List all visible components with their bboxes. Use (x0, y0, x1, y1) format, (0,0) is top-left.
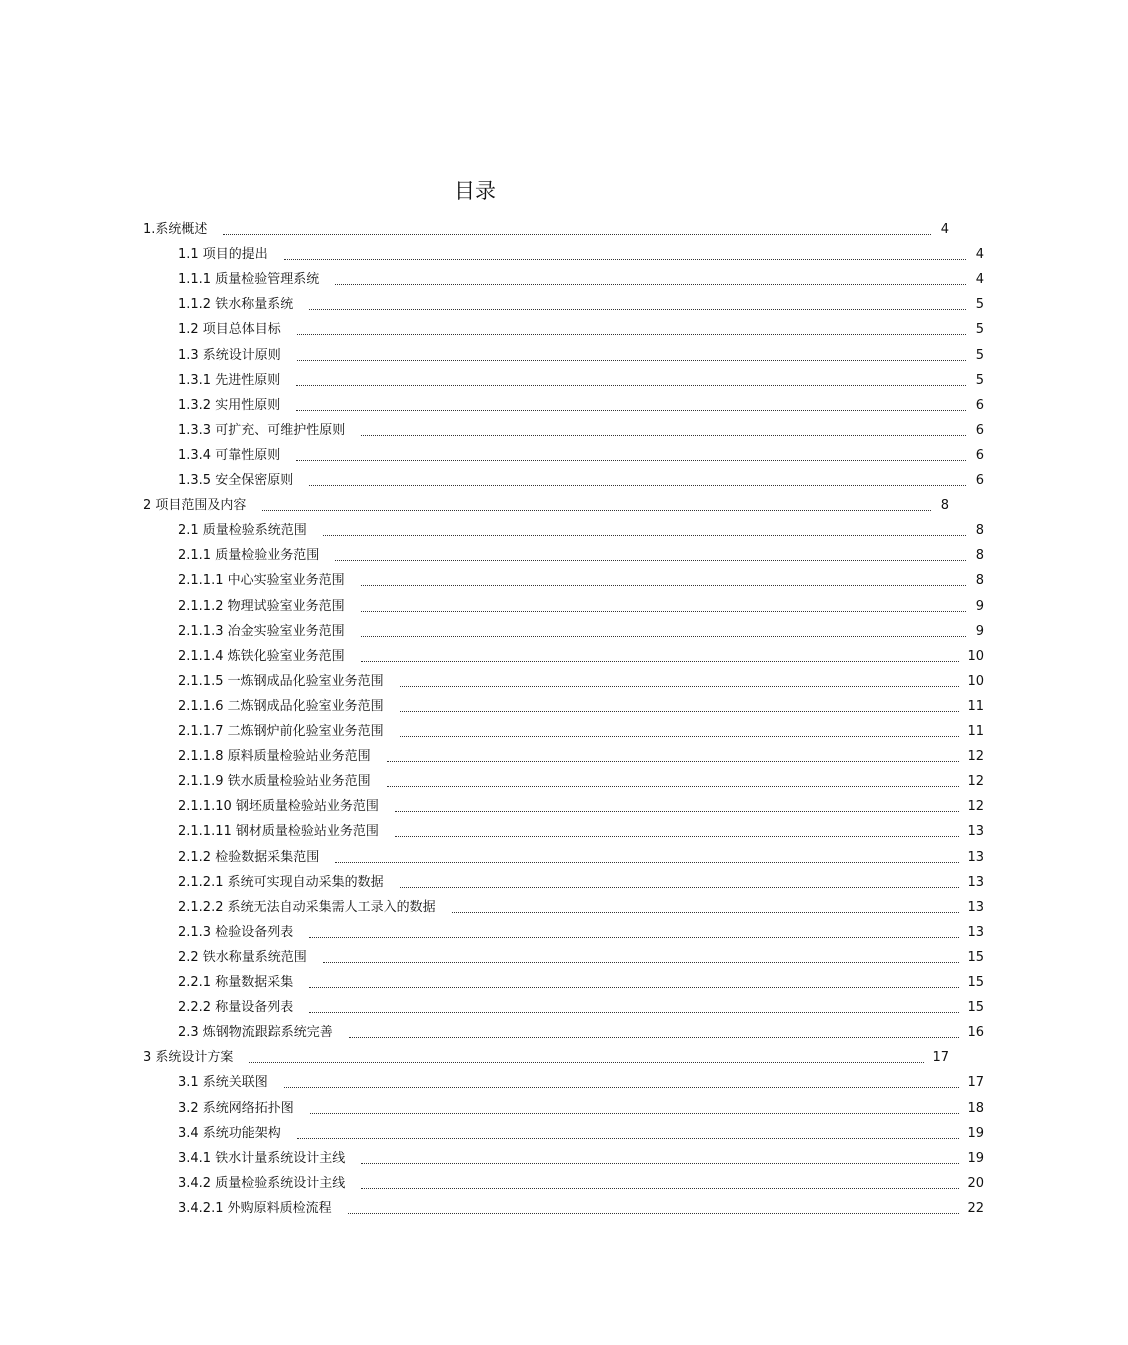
toc-entry-page-number: 4 (975, 272, 984, 288)
toc-entry[interactable] (0, 1046, 1093, 1070)
toc-entry-page-number: 17 (932, 1050, 949, 1066)
toc-dot-leader (323, 961, 960, 963)
toc-entry-page-number: 15 (967, 949, 984, 965)
toc-dot-leader (361, 660, 960, 662)
toc-dot-leader (310, 1112, 960, 1114)
toc-dot-leader (223, 233, 931, 235)
toc-entry-label: 2.3 炼钢物流跟踪系统完善 (178, 1025, 333, 1041)
toc-entry-page-number: 6 (975, 397, 984, 413)
toc-entry-page-number: 12 (967, 774, 984, 790)
toc-entry-label: 2.1.2.1 系统可实现自动采集的数据 (178, 874, 384, 890)
toc-entry-page-number: 8 (975, 523, 984, 539)
toc-entry[interactable] (0, 871, 1128, 895)
toc-entry[interactable] (0, 670, 1128, 694)
toc-dot-leader (309, 936, 959, 938)
toc-dot-leader (348, 1212, 960, 1214)
toc-dot-leader (349, 1036, 960, 1038)
toc-entry[interactable] (0, 795, 1128, 819)
toc-dot-leader (395, 810, 960, 812)
toc-entry-label: 3.4.2 质量检验系统设计主线 (178, 1175, 346, 1191)
toc-entry-label: 2.1.1 质量检验业务范围 (178, 548, 320, 564)
toc-entry-label: 3.1 系统关联图 (178, 1075, 268, 1091)
toc-entry[interactable] (0, 1172, 1128, 1196)
toc-entry-label: 2.1.1.3 冶金实验室业务范围 (178, 623, 345, 639)
toc-entry[interactable] (0, 444, 1128, 468)
toc-entry[interactable] (0, 1147, 1128, 1171)
toc-entry-label: 2.1.2 检验数据采集范围 (178, 849, 320, 865)
toc-entry[interactable] (0, 996, 1128, 1020)
toc-entry-label: 2.2.1 称量数据采集 (178, 975, 294, 990)
toc-entry-page-number: 13 (967, 899, 984, 915)
toc-entry[interactable] (0, 820, 1128, 844)
toc-entry[interactable] (0, 595, 1128, 619)
toc-dot-leader (309, 986, 959, 988)
toc-entry[interactable] (0, 318, 1128, 342)
toc-entry-page-number: 19 (967, 1125, 984, 1141)
toc-entry-label: 2.1 质量检验系统范围 (178, 523, 307, 539)
toc-entry-label: 1.3.3 可扩充、可维护性原则 (178, 422, 346, 438)
toc-entry[interactable] (0, 770, 1128, 794)
toc-entry-label: 3.4.1 铁水计量系统设计主线 (178, 1150, 346, 1166)
toc-entry-page-number: 20 (967, 1175, 984, 1191)
toc-entry[interactable] (0, 921, 1128, 945)
toc-dot-leader (284, 258, 966, 260)
toc-entry[interactable] (0, 946, 1128, 970)
toc-dot-leader (361, 610, 966, 612)
toc-dot-leader (361, 434, 966, 436)
toc-title: 目录 (454, 179, 496, 203)
toc-entry-label: 2.1.1.6 二炼钢成品化验室业务范围 (178, 698, 384, 714)
toc-entry[interactable] (0, 745, 1128, 769)
toc-entry-label: 1.3.2 实用性原则 (178, 397, 281, 413)
toc-entry[interactable] (0, 1197, 1128, 1221)
toc-dot-leader (400, 710, 960, 712)
toc-entry-label: 2.1.1.5 一炼钢成品化验室业务范围 (178, 673, 384, 689)
toc-dot-leader (452, 911, 960, 913)
toc-entry-page-number: 15 (967, 1000, 984, 1016)
toc-entry[interactable] (0, 519, 1128, 543)
toc-entry-label: 2.1.1.4 炼铁化验室业务范围 (178, 648, 345, 664)
toc-entry[interactable] (0, 846, 1128, 870)
toc-dot-leader (284, 1086, 960, 1088)
toc-entry-page-number: 22 (967, 1200, 984, 1216)
toc-dot-leader (323, 534, 966, 536)
toc-entry[interactable] (0, 695, 1128, 719)
toc-entry-page-number: 10 (967, 648, 984, 664)
toc-dot-leader (249, 1061, 924, 1063)
toc-entry[interactable] (0, 569, 1128, 593)
toc-entry-label: 2.1.2.2 系统无法自动采集需人工录入的数据 (178, 899, 436, 915)
toc-entry-label: 3.2 系统网络拓扑图 (178, 1100, 294, 1116)
toc-dot-leader (387, 760, 960, 762)
toc-entry-page-number: 11 (967, 724, 984, 739)
toc-entry-page-number: 13 (967, 849, 984, 865)
toc-dot-leader (361, 635, 966, 637)
toc-entry-page-number: 10 (967, 673, 984, 689)
toc-dot-leader (335, 283, 966, 285)
toc-entry[interactable] (0, 494, 1093, 518)
toc-dot-leader (309, 484, 966, 486)
toc-entry-label: 2.2 铁水称量系统范围 (178, 949, 307, 965)
toc-entry-label: 1.3.5 安全保密原则 (178, 473, 294, 488)
toc-entry-page-number: 5 (975, 322, 984, 338)
toc-entry-label: 1.3.4 可靠性原则 (178, 447, 281, 463)
toc-dot-leader (400, 735, 960, 737)
toc-entry-label: 1.2 项目总体目标 (178, 322, 281, 338)
toc-entry-label: 1.1 项目的提出 (178, 247, 268, 263)
toc-entry-label: 2.1.1.10 钢坯质量检验站业务范围 (178, 799, 379, 815)
toc-entry[interactable] (0, 645, 1128, 669)
toc-entry-page-number: 9 (975, 598, 984, 614)
toc-entry-page-number: 12 (967, 799, 984, 815)
toc-entry-label: 1.1.2 铁水称量系统 (178, 297, 294, 313)
toc-entry-page-number: 13 (967, 824, 984, 840)
toc-entry[interactable] (0, 218, 1093, 242)
toc-entry-label: 1.1.1 质量检验管理系统 (178, 272, 320, 288)
toc-entry-page-number: 8 (975, 548, 984, 564)
toc-entry-label: 2.1.1.9 铁水质量检验站业务范围 (178, 774, 371, 790)
toc-dot-leader (297, 359, 966, 361)
toc-entry[interactable] (0, 268, 1128, 292)
toc-entry-page-number: 15 (967, 975, 984, 990)
toc-entry-page-number: 6 (975, 473, 984, 488)
toc-entry-label: 2.1.1.11 钢材质量检验站业务范围 (178, 824, 379, 840)
toc-dot-leader (387, 785, 960, 787)
toc-dot-leader (296, 459, 966, 461)
toc-entry[interactable] (0, 971, 1128, 995)
toc-dot-leader (335, 861, 959, 863)
toc-entry-page-number: 6 (975, 422, 984, 438)
toc-entry[interactable] (0, 1097, 1128, 1121)
toc-entry-page-number: 4 (940, 222, 949, 237)
toc-dot-leader (335, 559, 966, 561)
toc-entry-page-number: 8 (940, 498, 949, 514)
toc-entry-label: 1.3.1 先进性原则 (178, 372, 281, 388)
toc-entry-page-number: 12 (967, 749, 984, 765)
toc-dot-leader (361, 1162, 959, 1164)
toc-dot-leader (361, 584, 966, 586)
toc-entry[interactable] (0, 896, 1128, 920)
toc-entry[interactable] (0, 1021, 1128, 1045)
toc-dot-leader (400, 886, 960, 888)
toc-entry[interactable] (0, 1122, 1128, 1146)
toc-entry-label: 3.4.2.1 外购原料质检流程 (178, 1200, 332, 1216)
toc-entry-page-number: 13 (967, 924, 984, 940)
toc-entry-label: 3 系统设计方案 (143, 1050, 234, 1066)
toc-entry[interactable] (0, 720, 1128, 744)
toc-entry-page-number: 19 (967, 1150, 984, 1166)
toc-dot-leader (262, 509, 931, 511)
toc-dot-leader (309, 1011, 959, 1013)
toc-entry[interactable] (0, 469, 1128, 493)
toc-entry-label: 1.系统概述 (143, 222, 208, 237)
toc-entry-page-number: 16 (967, 1025, 984, 1041)
toc-entry-page-number: 5 (975, 372, 984, 388)
toc-entry-label: 2.1.1.1 中心实验室业务范围 (178, 573, 345, 589)
toc-dot-leader (297, 333, 966, 335)
toc-entry[interactable] (0, 369, 1128, 393)
toc-entry[interactable] (0, 1071, 1128, 1095)
toc-dot-leader (400, 685, 960, 687)
toc-dot-leader (361, 1187, 959, 1189)
toc-entry-page-number: 17 (967, 1075, 984, 1091)
toc-entry[interactable] (0, 344, 1128, 368)
toc-entry-page-number: 13 (967, 874, 984, 890)
toc-entry[interactable] (0, 620, 1128, 644)
toc-entry-page-number: 18 (967, 1100, 984, 1116)
toc-entry-page-number: 5 (975, 297, 984, 313)
toc-dot-leader (309, 308, 966, 310)
toc-entry[interactable] (0, 394, 1128, 418)
toc-entry-page-number: 11 (967, 698, 984, 714)
toc-entry-page-number: 9 (975, 623, 984, 639)
toc-entry-label: 2 项目范围及内容 (143, 498, 247, 514)
toc-dot-leader (297, 1137, 960, 1139)
toc-entry-label: 2.1.1.2 物理试验室业务范围 (178, 598, 345, 614)
toc-entry-label: 2.2.2 称量设备列表 (178, 1000, 294, 1016)
toc-entry[interactable] (0, 293, 1128, 317)
toc-entry[interactable] (0, 544, 1128, 568)
toc-entry-page-number: 5 (975, 347, 984, 363)
toc-entry-page-number: 8 (975, 573, 984, 589)
toc-entry-label: 2.1.1.8 原料质量检验站业务范围 (178, 749, 371, 765)
toc-entry[interactable] (0, 419, 1128, 443)
toc-dot-leader (395, 835, 960, 837)
toc-dot-leader (296, 409, 966, 411)
toc-entry-label: 3.4 系统功能架构 (178, 1125, 281, 1141)
toc-entry-label: 1.3 系统设计原则 (178, 347, 281, 363)
toc-entry-label: 2.1.3 检验设备列表 (178, 924, 294, 940)
toc-entry[interactable] (0, 243, 1128, 267)
toc-entry-page-number: 6 (975, 447, 984, 463)
toc-dot-leader (296, 384, 966, 386)
toc-entry-label: 2.1.1.7 二炼钢炉前化验室业务范围 (178, 724, 384, 739)
toc-entry-page-number: 4 (975, 247, 984, 263)
